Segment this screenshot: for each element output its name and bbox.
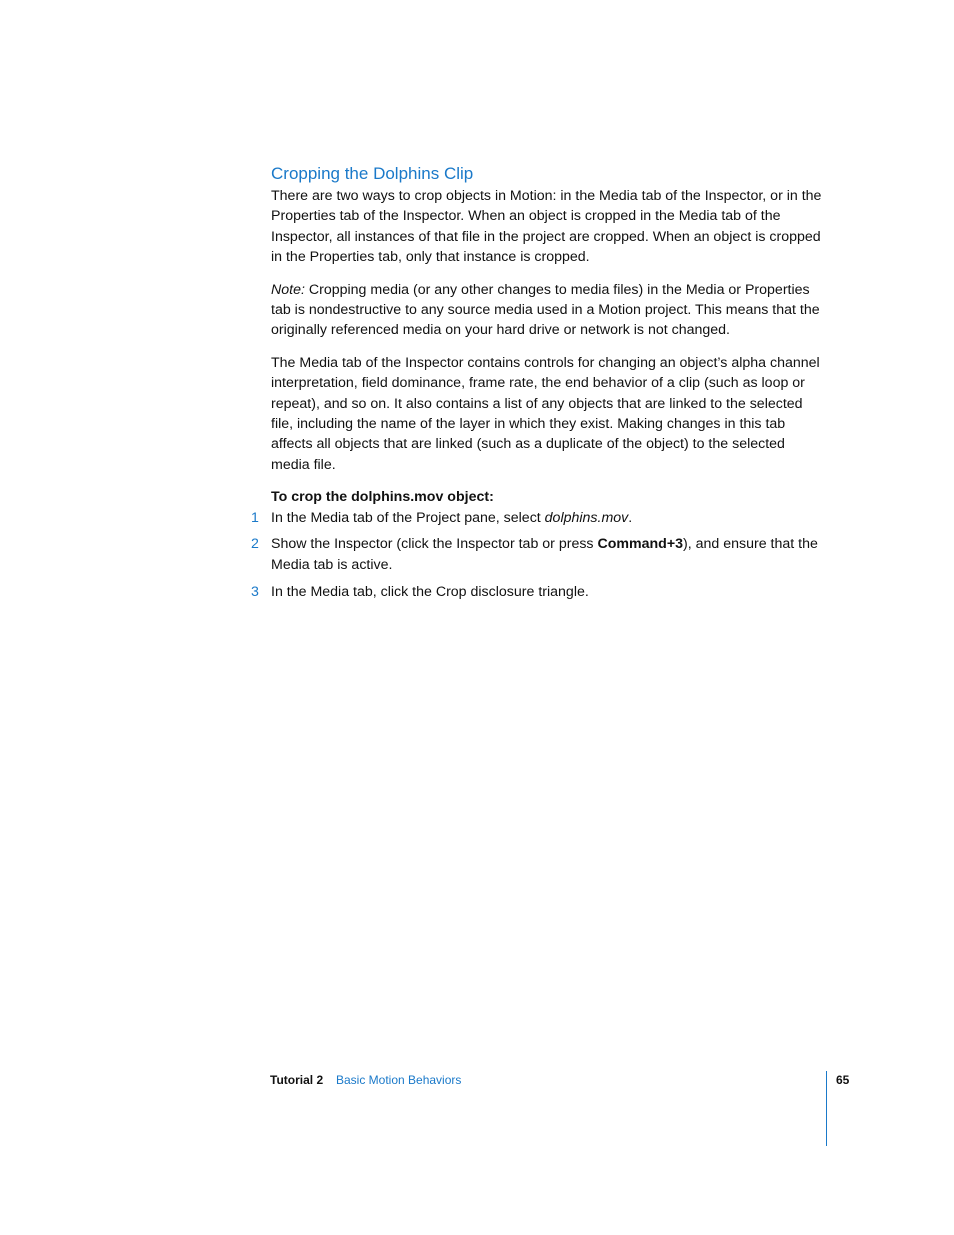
step-2 <box>251 534 823 575</box>
step-emphasis: dolphins.mov <box>544 509 629 526</box>
note-paragraph <box>271 280 823 341</box>
note-text: Cropping media (or any other changes to media files) in the Media or Properties tab is nondestructive to any source media used in a Motion project. This means that the originally referenced media on your hard drive or network is not changed. <box>271 281 820 339</box>
keyboard-shortcut: Command+3 <box>597 536 684 553</box>
section-title: Cropping the Dolphins Clip <box>271 164 474 183</box>
intro-paragraph: There are two ways to crop objects in Motion: in the Media tab of the Inspector, or in the Properties tab of the Inspector. When an object is cropped in the Media tab of the Inspector, all instances of that file in the project are cropped. When an object is cropped in the Properties tab, only that instance is cropped. <box>271 188 822 265</box>
step-text: In the Media tab, click the Crop disclosure triangle. <box>271 583 589 600</box>
step-text: In the Media tab of the Project pane, select <box>271 509 545 526</box>
step-1 <box>251 508 823 528</box>
step-text: Show the Inspector (click the Inspector tab or press <box>271 536 598 553</box>
footer-chapter-title: Basic Motion Behaviors <box>336 1073 462 1087</box>
step-number: 1 <box>251 509 259 526</box>
page-content <box>251 160 823 608</box>
page-number: 65 <box>836 1073 850 1087</box>
step-text-end: . <box>628 509 633 526</box>
media-tab-paragraph: The Media tab of the Inspector contains controls for changing an object’s alpha channel interpretation, field dominance, frame rate, the end behavior of a clip (such as loop or repeat), and so on. It also contains a list of any objects that are linked to the selected file, including the name of the layer in which they exist. Making changes in this tab affects all objects that are linked (such as a duplicate of the object) to the selected media file. <box>271 355 820 473</box>
footer-divider <box>826 1071 827 1146</box>
note-label: Note: <box>271 281 305 298</box>
step-3 <box>251 582 823 602</box>
footer-chapter-label: Tutorial 2 <box>270 1073 324 1087</box>
step-text-end: ), and ensure that the Media tab is active. <box>271 536 818 573</box>
procedure-title: To crop the dolphins.mov object: <box>271 489 494 506</box>
step-number: 2 <box>251 536 259 553</box>
step-number: 3 <box>251 583 259 600</box>
